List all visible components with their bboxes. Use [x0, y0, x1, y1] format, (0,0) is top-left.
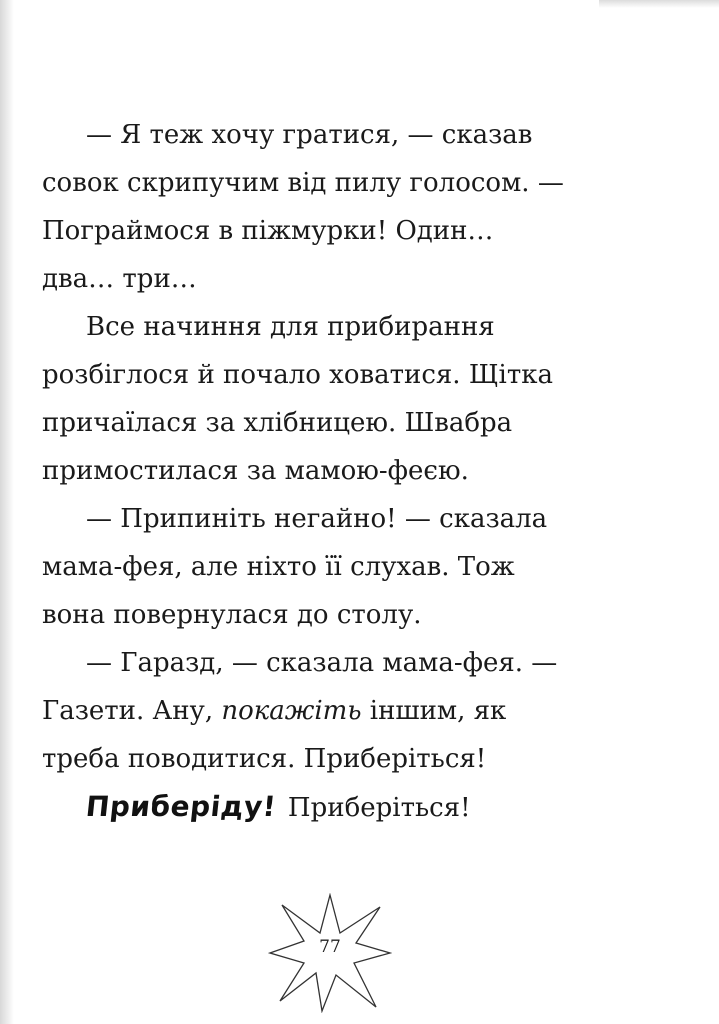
text-line-14: треба поводитися. Приберіться! [42, 744, 487, 774]
body-text [42, 111, 682, 831]
text-line-7: причаїлася за хлібницею. Швабра [42, 408, 513, 438]
text-line-10: мама-фея, але ніхто її слухав. Тож [42, 552, 515, 582]
page-edge-mark [599, 0, 719, 8]
text-line-3: Пограймося в піжмурки! Один… [42, 216, 494, 246]
text-line-11: вона повернулася до столу. [42, 600, 422, 630]
text-line-13-after: іншим, як [361, 696, 507, 726]
text-line-4: два… три… [42, 264, 197, 294]
text-line-13-before: Газети. Ану, [42, 696, 222, 726]
emphasized-word: покажіть [221, 696, 362, 726]
handwritten-word: Приберіду! [84, 790, 278, 823]
text-line-1: — Я теж хочу гратися, — сказав [86, 120, 533, 150]
page-gutter-shadow [0, 0, 14, 1024]
page-number: 77 [319, 937, 341, 957]
text-line-9: — Припиніть негайно! — сказала [86, 504, 548, 534]
text-line-8: примостилася за мамою-феєю. [42, 456, 469, 486]
text-line-12: — Гаразд, — сказала мама-фея. — [86, 648, 558, 678]
text-line-13 [42, 687, 682, 735]
text-line-2: совок скрипучим від пилу голосом. — [42, 168, 564, 198]
text-line-15 [42, 783, 682, 831]
page-number-badge [268, 893, 392, 1013]
text-line-6: розбіглося й почало ховатися. Щітка [42, 360, 553, 390]
text-line-15-rest: Приберіться! [287, 793, 471, 823]
text-line-5: Все начиння для прибирання [86, 312, 495, 342]
